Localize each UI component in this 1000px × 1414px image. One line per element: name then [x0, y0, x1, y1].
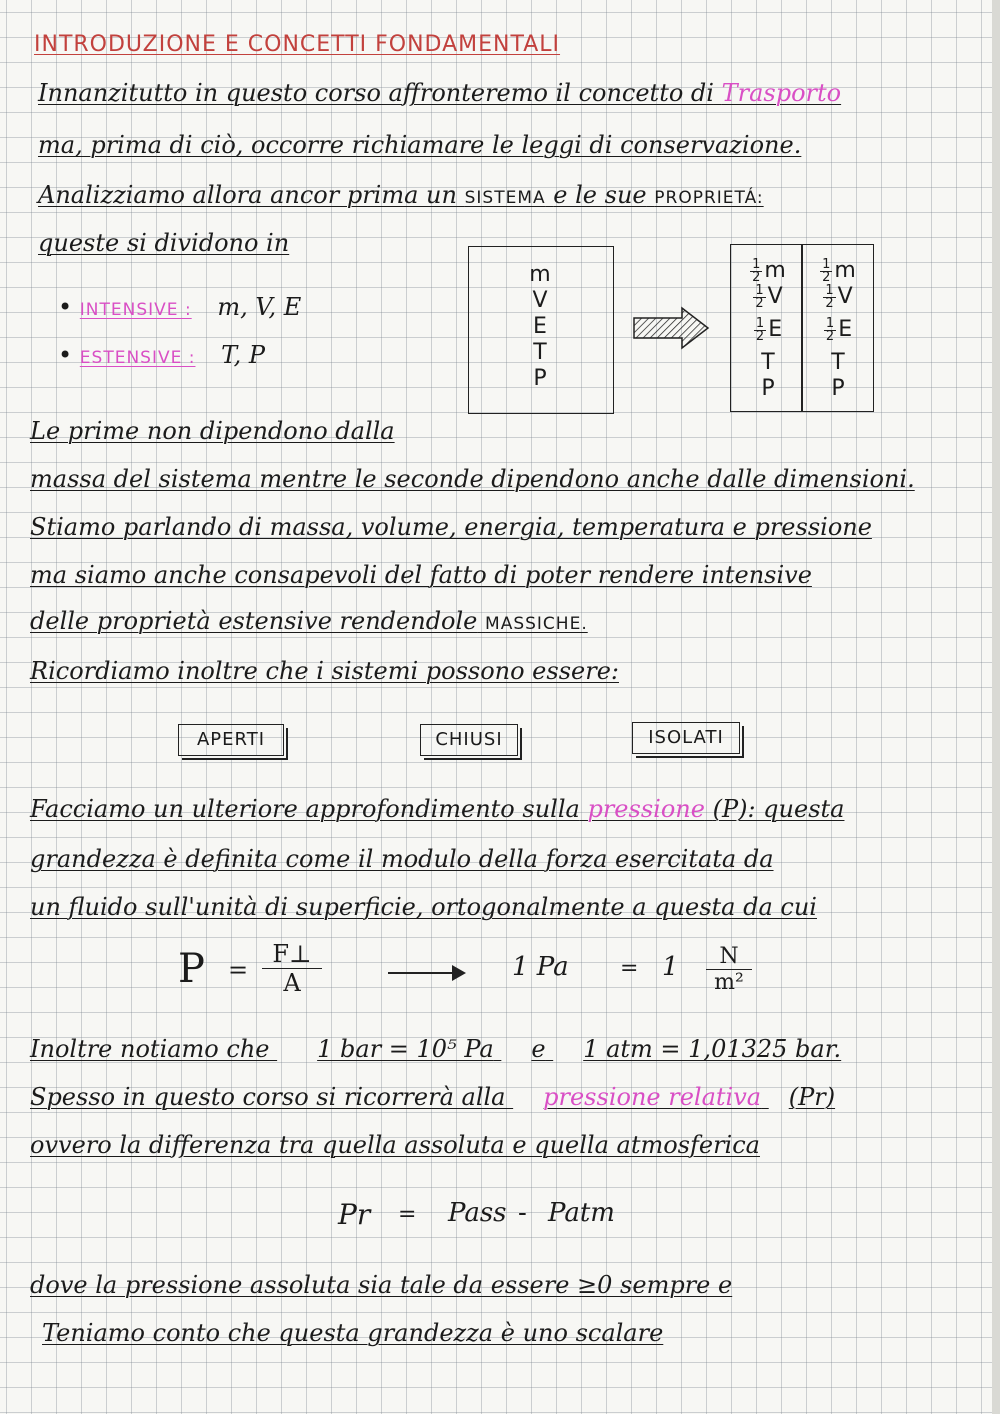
extensive-values: T, P: [221, 341, 266, 369]
formula-pa-numerator: N: [706, 944, 752, 970]
half-v: V: [837, 284, 853, 309]
keyword-pressione: pressione: [587, 795, 705, 823]
half-fraction: $\frac{1}{2}$: [822, 256, 831, 285]
keyword-trasporto: Trasporto: [721, 79, 842, 107]
page-edge: [992, 0, 1000, 1414]
system-chiusi: CHIUSI: [420, 724, 518, 756]
intensive-values: m, V, E: [217, 293, 302, 321]
half-fraction: $\frac{1}{2}$: [755, 282, 764, 311]
notes-line-3: ovvero la differenza tra quella assoluta e quella atmosferica: [30, 1131, 760, 1159]
arrow-right-icon: [452, 965, 466, 981]
kept-t: T: [761, 350, 775, 375]
extensive-label: ESTENSIVE :: [79, 348, 196, 368]
formula-p-denominator: A: [283, 969, 301, 997]
body-line-1: Le prime non dipendono dalla: [30, 417, 395, 445]
half-m: m: [834, 258, 856, 283]
intro-line-3: [38, 180, 764, 213]
half-fraction: $\frac{1}{2}$: [755, 315, 765, 344]
notes-line-1: [30, 1034, 841, 1064]
formula-pass: Pass: [448, 1198, 507, 1228]
intro-line-1: [38, 78, 841, 108]
pressure-line-1-tail: (P): questa: [712, 795, 845, 823]
body-line-5-text: delle proprietà estensive rendendole: [30, 607, 478, 635]
half-fraction: $\frac{1}{2}$: [825, 315, 835, 344]
intensive-row: [58, 292, 301, 325]
extensive-row: [58, 340, 265, 373]
body-line-2: massa del sistema mentre le seconde dipendono anche dalle dimensioni.: [30, 465, 915, 493]
notes-line-2-text: Spesso in questo corso si ricorrerà alla: [30, 1083, 506, 1111]
bar-conversion: 1 bar = 10⁵ Pa: [317, 1035, 494, 1063]
var-v: V: [532, 288, 548, 313]
system-whole-vars: [525, 262, 555, 392]
formula-patm: Patm: [548, 1198, 615, 1228]
formula-pr-lhs: Pr: [338, 1198, 371, 1231]
half-e: E: [838, 317, 853, 342]
atm-conversion: 1 atm = 1,01325 bar.: [583, 1035, 842, 1063]
notes-and: e: [531, 1035, 546, 1063]
var-p: P: [533, 366, 547, 391]
var-m: m: [529, 262, 551, 287]
keyword-sistema: SISTEMA: [464, 188, 546, 208]
pressure-line-3: un fluido sull'unità di superficie, ortogonalmente a questa da cui: [30, 893, 817, 921]
pressure-line-2: grandezza è definita come il modulo della forza esercitata da: [30, 845, 774, 873]
half-fraction: $\frac{1}{2}$: [752, 256, 761, 285]
formula-pa-denominator: m²: [714, 970, 744, 995]
intensive-label: INTENSIVE :: [79, 300, 192, 320]
half-fraction: $\frac{1}{2}$: [825, 282, 834, 311]
formula-p-fraction: [262, 940, 322, 997]
split-right-vars: [810, 258, 866, 402]
kept-p: P: [761, 376, 775, 401]
system-aperti: APERTI: [178, 724, 284, 756]
split-divider: [801, 244, 803, 412]
var-t: T: [533, 340, 547, 365]
formula-pa-lhs: 1 Pa: [512, 952, 569, 982]
var-e: E: [533, 314, 547, 339]
keyword-proprieta: PROPRIETÁ:: [654, 188, 764, 208]
symbol-pr: (Pr): [788, 1083, 836, 1111]
closing-line-2: Teniamo conto che questa grandezza è uno scalare: [42, 1319, 664, 1347]
kept-t: T: [831, 350, 845, 375]
intro-line-1-text: Innanzitutto in questo corso affronteremo il concetto di: [38, 79, 714, 107]
intro-line-4: queste si dividono in: [38, 229, 290, 257]
formula-minus: -: [518, 1198, 527, 1228]
formula-pa-one: 1: [662, 952, 679, 982]
keyword-pressione-relativa: pressione relativa: [543, 1083, 762, 1111]
pressure-line-1: [30, 794, 844, 824]
half-e: E: [768, 317, 783, 342]
system-isolati: ISOLATI: [632, 722, 740, 754]
kept-p: P: [831, 376, 845, 401]
formula-p-lhs: P: [178, 946, 205, 992]
formula-arrow-line: [388, 972, 458, 974]
body-line-3: Stiamo parlando di massa, volume, energia, temperatura e pressione: [30, 513, 872, 541]
pressure-line-1-text: Facciamo un ulteriore approfondimento sulla: [30, 795, 580, 823]
bullet: •: [58, 293, 73, 321]
half-m: m: [764, 258, 786, 283]
intro-line-3-text: Analizziamo allora ancor prima un: [38, 181, 457, 209]
formula-p-eq: =: [228, 956, 249, 984]
intro-line-3-text-b: e le sue: [553, 181, 647, 209]
formula-p-numerator: F⊥: [262, 940, 322, 969]
split-arrow-icon: [632, 306, 712, 350]
formula-pa-fraction: [706, 944, 752, 995]
intro-line-2: ma, prima di ciò, occorre richiamare le leggi di conservazione.: [38, 131, 802, 159]
page-title: INTRODUZIONE E CONCETTI FONDAMENTALI: [34, 32, 561, 57]
formula-pa-eq: =: [620, 956, 639, 981]
bullet: •: [58, 341, 73, 369]
split-left-vars: [740, 258, 796, 402]
notes-line-2: [30, 1082, 835, 1112]
formula-pr-eq: =: [398, 1202, 417, 1227]
body-line-6: Ricordiamo inoltre che i sistemi possono essere:: [30, 657, 619, 685]
closing-line-1: dove la pressione assoluta sia tale da essere ≥0 sempre e: [30, 1271, 733, 1299]
body-line-5: [30, 606, 588, 639]
notes-line-1-text: Inoltre notiamo che: [30, 1035, 270, 1063]
half-v: V: [767, 284, 783, 309]
keyword-massiche: MASSICHE.: [485, 614, 588, 634]
body-line-4: ma siamo anche consapevoli del fatto di poter rendere intensive: [30, 561, 812, 589]
